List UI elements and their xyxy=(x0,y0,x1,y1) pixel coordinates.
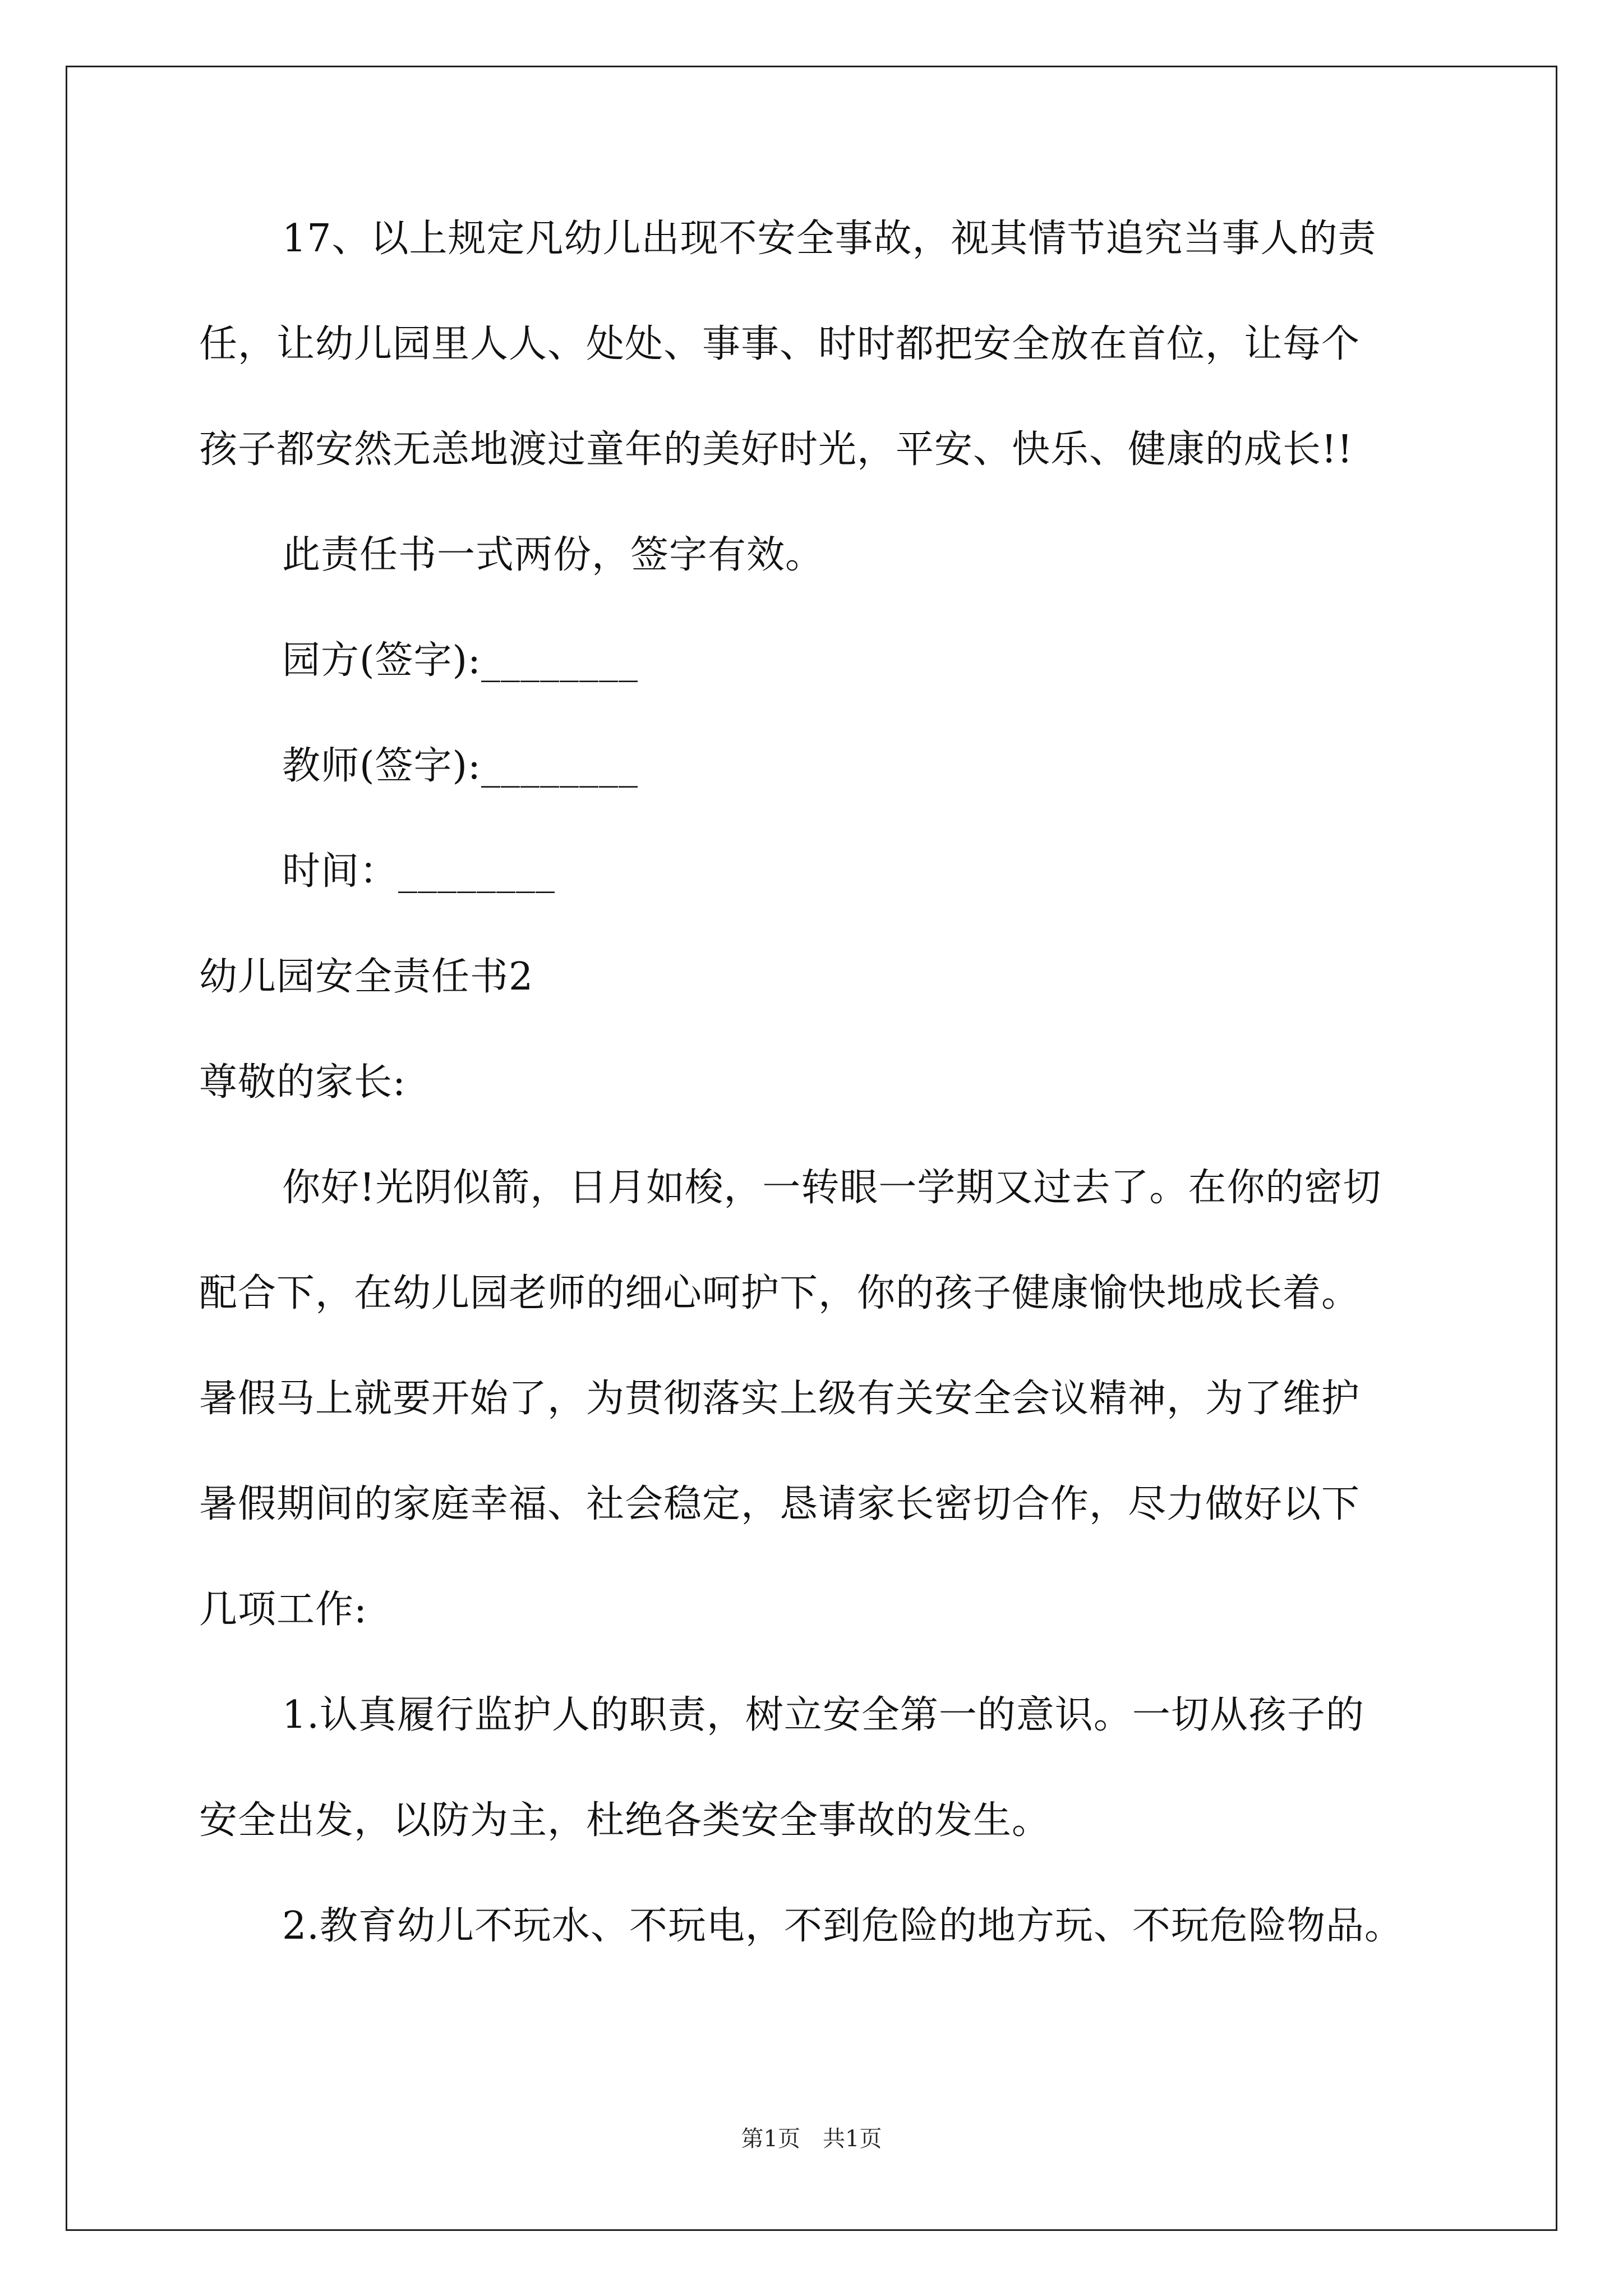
paragraph-line: 任，让幼儿园里人人、处处、事事、时时都把安全放在首位，让每个 xyxy=(199,322,1361,366)
paragraph-line: 几项工作: xyxy=(199,1588,367,1632)
list-item-line: 安全出发，以防为主，杜绝各类安全事故的发生。 xyxy=(199,1798,1051,1843)
paragraph-line: 孩子都安然无恙地渡过童年的美好时光，平安、快乐、健康的成长!! xyxy=(199,427,1353,472)
section-title: 幼儿园安全责任书2 xyxy=(199,955,534,999)
paragraph-line: 此责任书一式两份，签字有效。 xyxy=(282,533,824,577)
paragraph-line: 17、以上规定凡幼儿出现不安全事故，视其情节追究当事人的责 xyxy=(282,217,1377,261)
paragraph-line: 暑假期间的家庭幸福、社会稳定，恳请家长密切合作，尽力做好以下 xyxy=(199,1482,1361,1526)
signature-teacher-line: 教师(签字):________ xyxy=(282,744,638,788)
salutation: 尊敬的家长: xyxy=(199,1060,406,1105)
paragraph-line: 你好!光阴似箭，日月如梭，一转眼一学期又过去了。在你的密切 xyxy=(282,1166,1382,1210)
page-footer: 第1页 共1页 xyxy=(741,2126,882,2152)
signature-school-line: 园方(签字):________ xyxy=(282,638,638,683)
paragraph-line: 暑假马上就要开始了，为贯彻落实上级有关安全会议精神，为了维护 xyxy=(199,1377,1361,1421)
list-item-line: 2.教育幼儿不玩水、不玩电，不到危险的地方玩、不玩危险物品。 xyxy=(282,1904,1403,1948)
list-item-line: 1.认真履行监护人的职责，树立安全第一的意识。一切从孩子的 xyxy=(282,1693,1364,1737)
date-line: 时间：________ xyxy=(282,849,556,894)
paragraph-line: 配合下，在幼儿园老师的细心呵护下，你的孩子健康愉快地成长着。 xyxy=(199,1271,1361,1315)
